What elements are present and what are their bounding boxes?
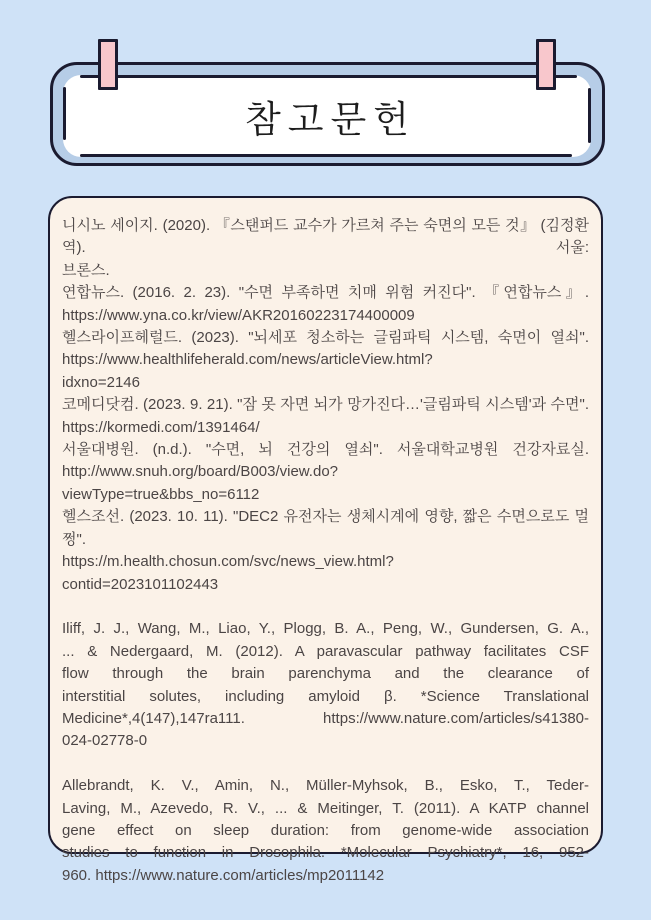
reference-line: 서울대병원. (n.d.). "수면, 뇌 건강의 열쇠". 서울대학교병원 건강자료실. — [62, 441, 589, 459]
panel-sketch-stroke-bottom — [80, 154, 572, 157]
reference-line: Allebrandt, K. V., Amin, N., Müller-Myhsok, B., Esko, T., Teder- — [62, 777, 589, 795]
reference-item — [62, 618, 589, 752]
reference-line: 024-02778-0 — [62, 732, 148, 750]
panel-sketch-stroke-right — [588, 88, 591, 143]
reference-item — [62, 282, 589, 327]
reference-line: https://www.healthlifeherald.com/news/articleView.html? — [62, 351, 433, 369]
reference-line: ... & Nedergaard, M. (2012). A paravascular pathway facilitates CSF — [62, 642, 589, 660]
reference-line: 헬스조선. (2023. 10. 11). "DEC2 유전자는 생체시계에 영향, 짧은 수면으로도 멀쩡". — [62, 508, 589, 548]
panel-sketch-stroke-top — [80, 75, 577, 78]
reference-item — [62, 775, 589, 887]
paper-clip-left — [98, 39, 118, 90]
reference-item — [62, 394, 589, 439]
panel-sketch-stroke-left — [63, 87, 66, 140]
reference-line: contid=2023101102443 — [62, 575, 219, 593]
reference-line: 브론스. — [62, 261, 110, 279]
page-title: 참고문헌 — [245, 99, 416, 140]
reference-line: Laving, M., Azevedo, R. V., ... & Meitinger, T. (2011). A KATP channel — [62, 799, 589, 817]
reference-line: interstitial solutes, including amyloid β. *Science Translational — [62, 687, 589, 705]
header-banner — [50, 62, 605, 166]
reference-line: https://m.health.chosun.com/svc/news_view.html? — [62, 553, 394, 571]
reference-line: gene effect on sleep duration: from genome-wide association — [62, 821, 589, 839]
reference-line: idxno=2146 — [62, 373, 140, 391]
reference-line: http://www.snuh.org/board/B003/view.do? — [62, 463, 339, 481]
reference-line: Iliff, J. J., Wang, M., Liao, Y., Plogg, B. A., Peng, W., Gundersen, G. A., — [62, 620, 589, 638]
reference-item — [62, 327, 589, 394]
references-panel — [48, 196, 603, 884]
reference-line: flow through the brain parenchyma and the clearance of — [62, 665, 589, 683]
paper-clip-right — [536, 39, 556, 90]
reference-line: Medicine*,4(147),147ra111. https://www.nature.com/articles/s41380- — [62, 709, 589, 727]
reference-line: 960. https://www.nature.com/articles/mp2011142 — [62, 866, 385, 884]
reference-line: 코메디닷컴. (2023. 9. 21). "잠 못 자면 뇌가 망가진다…'글림파틱 시스템'과 수면". — [62, 396, 589, 414]
reference-item — [62, 439, 589, 506]
reference-line: 헬스라이프헤럴드. (2023). "뇌세포 청소하는 글림파틱 시스템, 숙면이 열쇠". — [62, 329, 589, 347]
reference-item — [62, 215, 589, 282]
reference-item — [62, 506, 589, 596]
reference-line: 연합뉴스. (2016. 2. 23). "수면 부족하면 치매 위험 커진다". 『연합뉴스』. — [62, 284, 589, 302]
reference-line: viewType=true&bbs_no=6112 — [62, 485, 260, 503]
reference-line: studies to function in Drosophila. *Molecular Psychiatry*, 16, 952- — [62, 844, 589, 862]
reference-line: 니시노 세이지. (2020). 『스탠퍼드 교수가 가르쳐 주는 숙면의 모든 것』 (김정환 역). 서울: — [62, 217, 589, 257]
reference-line: https://www.yna.co.kr/view/AKR20160223174400009 — [62, 306, 415, 324]
header-panel — [63, 75, 591, 157]
reference-line: https://kormedi.com/1391464/ — [62, 418, 260, 436]
